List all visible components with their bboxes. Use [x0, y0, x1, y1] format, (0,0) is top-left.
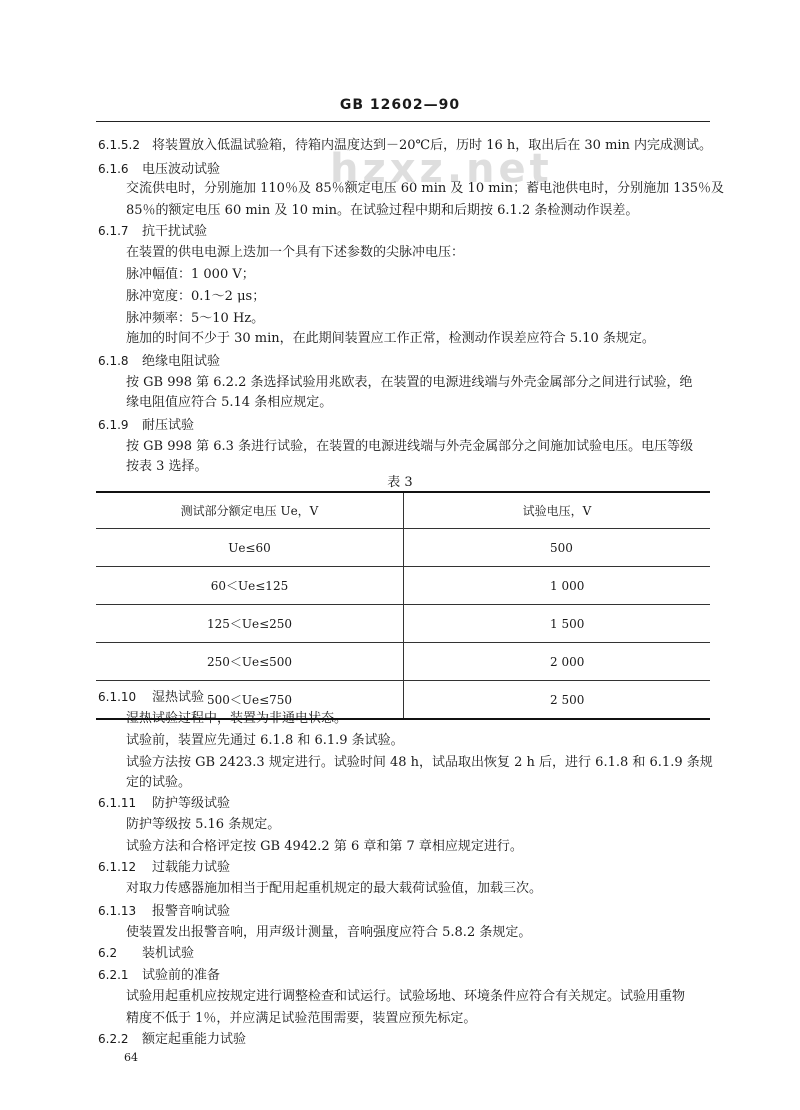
body-text-line: 脉冲幅值：1 000 V； — [126, 267, 255, 282]
section-heading — [98, 136, 712, 154]
body-text-line: 使装置发出报警音响，用声级计测量，音响强度应符合 5.8.2 条规定。 — [126, 925, 532, 940]
section-title: 绝缘电阻试验 — [142, 354, 221, 369]
header-test-voltage: 试验电压，V — [404, 492, 711, 529]
section-number: 6.2.1 — [98, 968, 129, 982]
section-title: 额定起重能力试验 — [142, 1032, 247, 1047]
body-text-line: 按 GB 998 第 6.2.2 条选择试验用兆欧表，在装置的电源进线端与外壳金属部分之间进行试验，绝 — [126, 375, 693, 390]
test-voltage-cell: 1 000 — [404, 567, 711, 605]
body-text-line: 试验方法和合格评定按 GB 4942.2 第 6 章和第 7 章相应规定进行。 — [126, 839, 523, 854]
section-title: 将装置放入低温试验箱，待箱内温度达到－20℃后，历时 16 h，取出后在 30 min 内完成测试。 — [152, 138, 713, 153]
section-number: 6.1.5.2 — [98, 138, 140, 152]
test-voltage-cell: 500 — [404, 529, 711, 567]
table-header-row — [96, 492, 710, 529]
body-text-line: 试验用起重机应按规定进行调整检查和试运行。试验场地、环境条件应符合有关规定。试验用重物 — [126, 989, 686, 1004]
body-text-line: 试验方法按 GB 2423.3 规定进行。试验时间 48 h，试品取出恢复 2 h 后，进行 6.1.8 和 6.1.9 条规 — [126, 755, 713, 770]
section-title: 抗干扰试验 — [142, 224, 208, 239]
table-row — [96, 529, 710, 567]
rated-voltage-cell: 60＜Ue≤125 — [96, 567, 404, 605]
section-title: 报警音响试验 — [152, 904, 231, 919]
test-voltage-cell: 2 000 — [404, 643, 711, 681]
body-text-line: 精度不低于 1％，并应满足试验范围需要，装置应预先标定。 — [126, 1011, 477, 1026]
body-text-line: 按 GB 998 第 6.3 条进行试验，在装置的电源进线端与外壳金属部分之间施加试验电压。电压等级 — [126, 439, 694, 454]
section-heading — [98, 416, 194, 434]
section-title: 电压波动试验 — [142, 162, 221, 177]
body-text-line: 对取力传感器施加相当于配用起重机规定的最大载荷试验值，加载三次。 — [126, 881, 543, 896]
section-number: 6.1.7 — [98, 224, 129, 238]
rated-voltage-cell: 125＜Ue≤250 — [96, 605, 404, 643]
section-number: 6.1.9 — [98, 418, 129, 432]
section-number: 6.1.8 — [98, 354, 129, 368]
section-heading — [98, 160, 220, 178]
page-number: 64 — [124, 1051, 138, 1064]
section-number: 6.2.2 — [98, 1032, 129, 1046]
header-rule — [96, 121, 710, 122]
section-title: 试验前的准备 — [142, 968, 221, 983]
section-heading — [98, 352, 220, 370]
body-text-line: 按表 3 选择。 — [126, 459, 208, 474]
body-text-line: 交流供电时，分别施加 110％及 85％额定电压 60 min 及 10 min；蓄电池供电时，分别施加 135％及 — [126, 181, 725, 196]
header-rated-voltage: 测试部分额定电压 Ue，V — [96, 492, 404, 529]
section-number: 6.1.11 — [98, 796, 137, 810]
voltage-table — [96, 491, 710, 720]
test-voltage-cell: 2 500 — [404, 681, 711, 720]
section-title: 装机试验 — [142, 946, 195, 961]
body-text-line: 85％的额定电压 60 min 及 10 min。在试验过程中期和后期按 6.1.2 条检测动作误差。 — [126, 203, 639, 218]
watermark: hzxz.net — [330, 146, 553, 192]
section-heading — [98, 966, 220, 984]
table-row — [96, 681, 710, 720]
section-heading — [98, 858, 230, 876]
section-heading — [98, 222, 207, 240]
rated-voltage-cell: 250＜Ue≤500 — [96, 643, 404, 681]
body-text-line: 试验前，装置应先通过 6.1.8 和 6.1.9 条试验。 — [126, 733, 404, 748]
table-row — [96, 643, 710, 681]
body-text-line: 湿热试验过程中，装置为非通电状态。 — [126, 711, 348, 726]
rated-voltage-cell: Ue≤60 — [96, 529, 404, 567]
body-text-line: 在装置的供电电源上迭加一个具有下述参数的尖脉冲电压： — [126, 245, 465, 260]
section-number: 6.1.12 — [98, 860, 137, 874]
section-title: 防护等级试验 — [152, 796, 231, 811]
section-number: 6.2 — [98, 946, 118, 960]
section-heading — [98, 794, 230, 812]
table-row — [96, 605, 710, 643]
body-text-line: 脉冲频率：5～10 Hz。 — [126, 311, 265, 326]
rated-voltage-cell: 500＜Ue≤750 — [96, 681, 404, 720]
section-heading — [98, 902, 230, 920]
section-heading — [98, 944, 194, 962]
body-text-line: 施加的时间不少于 30 min，在此期间装置应工作正常，检测动作误差应符合 5.10 条规定。 — [126, 331, 655, 346]
document-header: GB 12602—90 — [339, 97, 461, 113]
section-title: 过载能力试验 — [152, 860, 231, 875]
body-text-line: 脉冲宽度：0.1～2 μs； — [126, 289, 266, 304]
section-title: 湿热试验 — [152, 690, 205, 705]
section-number: 6.1.13 — [98, 904, 137, 918]
test-voltage-cell: 1 500 — [404, 605, 711, 643]
section-heading — [98, 1030, 246, 1048]
body-text-line: 防护等级按 5.16 条规定。 — [126, 817, 281, 832]
section-title: 耐压试验 — [142, 418, 195, 433]
body-text-line: 定的试验。 — [126, 775, 192, 790]
table-caption: 表 3 — [387, 475, 413, 490]
section-number: 6.1.10 — [98, 690, 137, 704]
section-number: 6.1.6 — [98, 162, 129, 176]
table-row — [96, 567, 710, 605]
body-text-line: 缘电阻值应符合 5.14 条相应规定。 — [126, 395, 333, 410]
